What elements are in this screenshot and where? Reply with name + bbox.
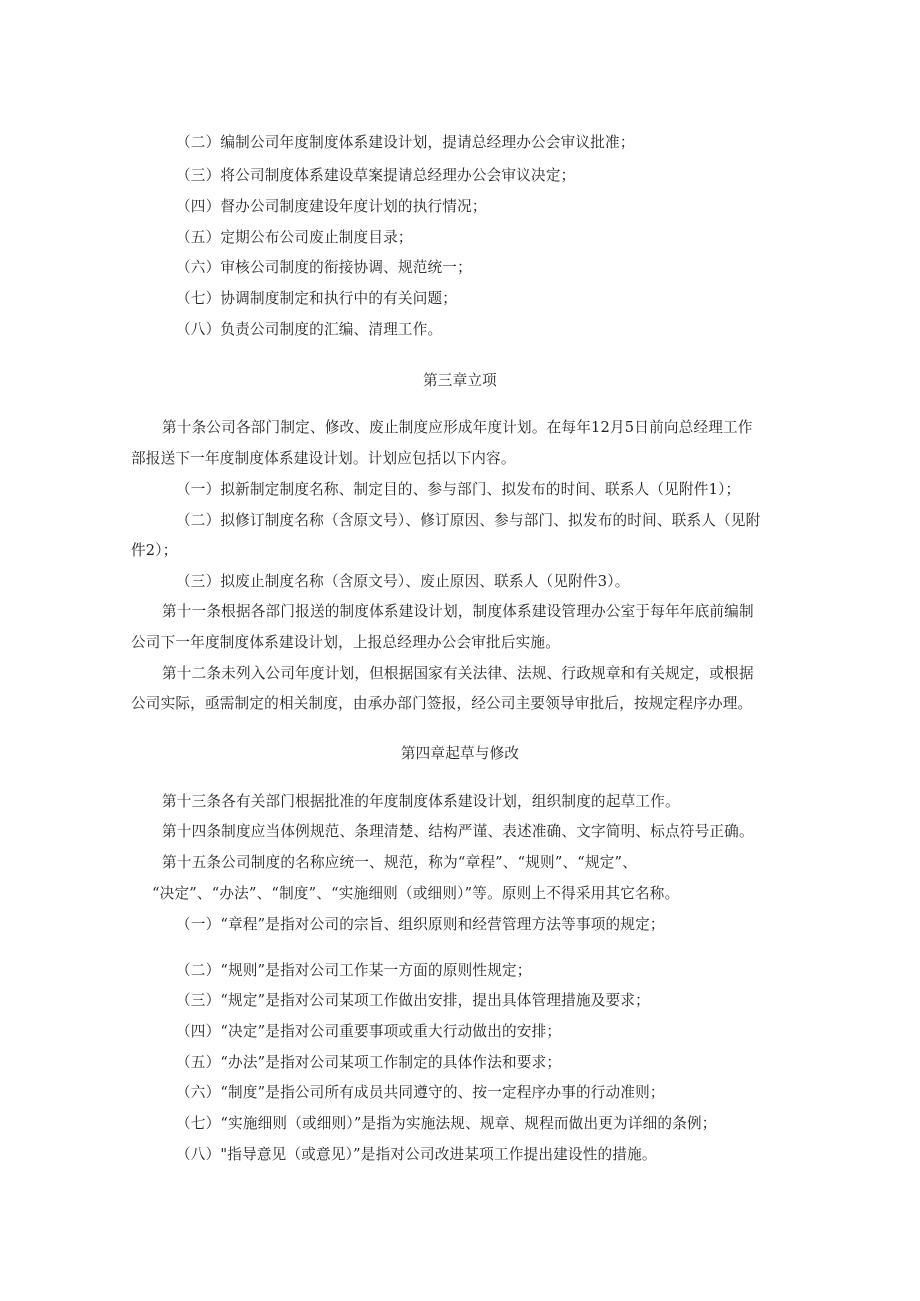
item-line: （六）审核公司制度的衔接协调、规范统一； [176,259,472,276]
item-line: （四）督办公司制度建设年度计划的执行情况； [176,198,487,215]
paragraph-line: 公司实际，亟需制定的相关制度，由承办部门签报，经公司主要领导审批后，按规定程序办理。 [131,695,753,712]
paragraph-line: 第十五条公司制度的名称应统一、规范，称为“章程”、“规则”、“规定”、 [162,854,637,871]
item-line: （四）“决定”是指对公司重要事项或重大行动做出的安排； [176,1023,562,1040]
paragraph-line: “决定”、“办法”、“制度”、“实施细则（或细则）”等。原则上不得采用其它名称。 [152,885,680,902]
item-line: （二）“规则”是指对公司工作某一方面的原则性规定； [176,962,532,979]
paragraph-line: 第十一条根据各部门报送的制度体系建设计划，制度体系建设管理办公室于每年年底前编制 [162,603,754,620]
paragraph-line: 公司下一年度制度体系建设计划，上报总经理办公会审批后实施。 [131,634,561,651]
chapter-heading: 第四章起草与修改 [400,745,520,762]
item-line: （二）拟修订制度名称（含原文号）、修订原因、参与部门、拟发布的时间、联系人（见附 [176,512,761,529]
paragraph-line: 第十四条制度应当体例规范、条理清楚、结构严谨、表述准确、文字简明、标点符号正确。 [162,823,754,840]
paragraph-line: 第十三条各有关部门根据批准的年度制度体系建设计划，组织制度的起草工作。 [162,793,680,810]
item-line: （五）定期公布公司废止制度目录； [176,229,413,246]
item-line: （八）负责公司制度的汇编、清理工作。 [176,321,443,338]
chapter-heading: 第三章立项 [423,372,497,389]
item-line: （三）“规定”是指对公司某项工作做出安排，提出具体管理措施及要求； [176,992,650,1009]
item-line: （三）拟废止制度名称（含原文号）、废止原因、联系人（见附件3）。 [176,573,630,590]
item-line: （五）“办法”是指对公司某项工作制定的具体作法和要求； [176,1054,562,1071]
item-line: （八）"指导意见（或意见）”是指对公司改进某项工作提出建设性的措施。 [176,1146,657,1163]
item-line: （七）“实施细则（或细则）”是指为实施法规、规章、规程而做出更为详细的条例； [176,1115,717,1132]
item-line: （一）拟新制定制度名称、制定目的、参与部门、拟发布的时间、联系人（见附件1）； [176,481,741,498]
paragraph-line: 第十条公司各部门制定、修改、废止制度应形成年度计划。在每年12月5日前向总经理工作 [162,419,753,436]
item-line: （六）“制度”是指公司所有成员共同遵守的、按一定程序办事的行动准则； [176,1084,665,1101]
item-line: （三）将公司制度体系建设草案提请总经理办公会审议决定； [176,167,576,184]
item-line: （七）协调制度制定和执行中的有关问题； [176,290,458,307]
paragraph-line: 件2）； [131,542,178,559]
item-line: （二）编制公司年度制度体系建设计划，提请总经理办公会审议批准； [176,134,635,151]
paragraph-line: 部报送下一年度制度体系建设计划。计划应包括以下内容。 [131,450,516,467]
paragraph-line: 第十二条未列入公司年度计划，但根据国家有关法律、法规、行政规章和有关规定，或根据 [162,665,754,682]
item-line: （一）“章程”是指对公司的宗旨、组织原则和经营管理方法等事项的规定； [176,916,665,933]
